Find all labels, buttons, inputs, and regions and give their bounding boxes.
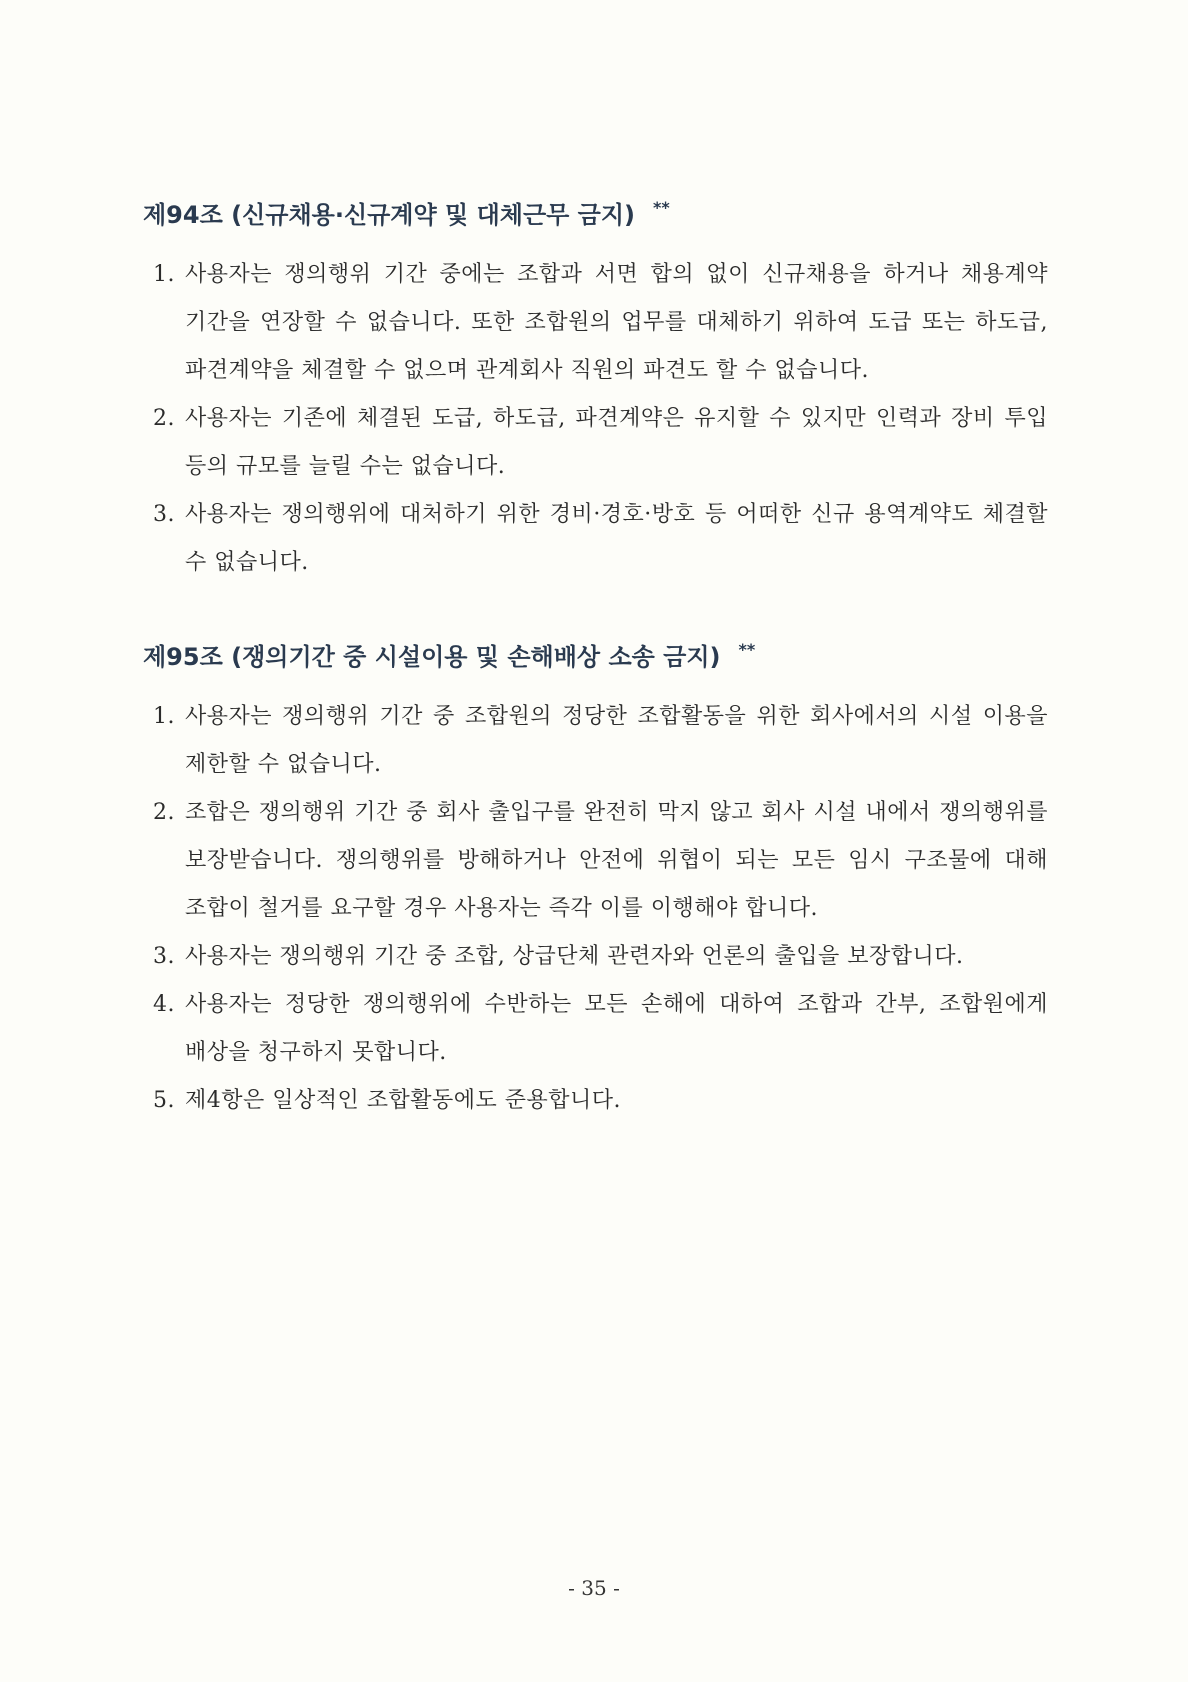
article-title-text: 제94조 (신규채용·신규계약 및 대체근무 금지) — [143, 201, 636, 229]
article-title-text: 제95조 (쟁의기간 중 시설이용 및 손해배상 소송 금지) — [143, 643, 721, 671]
article-94 — [143, 193, 1048, 587]
clause-number: 3. — [153, 502, 175, 527]
clause-text: 사용자는 쟁의행위에 대처하기 위한 경비·경호·방호 등 어떠한 신규 용역계약도 체결할 수 없습니다. — [185, 502, 1048, 575]
clause-item — [143, 789, 1048, 933]
clause-item — [143, 981, 1048, 1077]
article-title — [143, 635, 1048, 679]
clause-number: 4. — [153, 992, 175, 1017]
clause-text: 사용자는 쟁의행위 기간 중 조합원의 정당한 조합활동을 위한 회사에서의 시설 이용을 제한할 수 없습니다. — [185, 704, 1048, 777]
article-95 — [143, 635, 1048, 1125]
clause-item — [143, 933, 1048, 981]
clause-text: 조합은 쟁의행위 기간 중 회사 출입구를 완전히 막지 않고 회사 시설 내에서 쟁의행위를 보장받습니다. 쟁의행위를 방해하거나 안전에 위협이 되는 모든 임시 구조물에 대해 조합이 철거를 요구할 경우 사용자는 즉각 이를 이행해야 합니다. — [185, 800, 1048, 921]
clause-text: 사용자는 쟁의행위 기간 중 조합, 상급단체 관련자와 언론의 출입을 보장합니다. — [185, 944, 964, 969]
clause-item — [143, 395, 1048, 491]
clause-text: 사용자는 기존에 체결된 도급, 하도급, 파견계약은 유지할 수 있지만 인력과 장비 투입 등의 규모를 늘릴 수는 없습니다. — [185, 406, 1048, 479]
article-mark: ** — [738, 640, 756, 659]
clause-number: 1. — [153, 704, 175, 729]
clause-number: 3. — [153, 944, 175, 969]
clause-item — [143, 693, 1048, 789]
clause-number: 2. — [153, 800, 175, 825]
clause-text: 사용자는 쟁의행위 기간 중에는 조합과 서면 합의 없이 신규채용을 하거나 채용계약 기간을 연장할 수 없습니다. 또한 조합원의 업무를 대체하기 위하여 도급 또는 하도급, 파견계약을 체결할 수 없으며 관계회사 직원의 파견도 할 수 없습니다. — [185, 262, 1048, 383]
article-title — [143, 193, 1048, 237]
clause-number: 2. — [153, 406, 175, 431]
clause-number: 1. — [153, 262, 175, 287]
article-mark: ** — [653, 198, 670, 217]
clause-text: 제4항은 일상적인 조합활동에도 준용합니다. — [185, 1088, 622, 1113]
clause-text: 사용자는 정당한 쟁의행위에 수반하는 모든 손해에 대하여 조합과 간부, 조합원에게 배상을 청구하지 못합니다. — [185, 992, 1048, 1065]
clause-item — [143, 1077, 1048, 1125]
clause-item — [143, 251, 1048, 395]
page-number: - 35 - — [568, 1576, 620, 1600]
clause-number: 5. — [153, 1088, 175, 1113]
clause-item — [143, 491, 1048, 587]
